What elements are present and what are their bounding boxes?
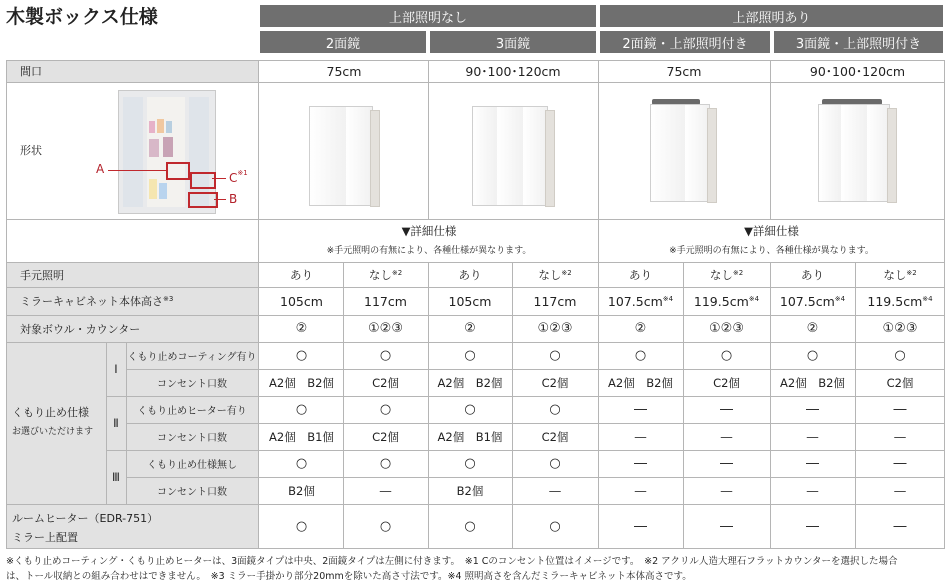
cell-bowl-col1: ②: [295, 321, 308, 336]
cell-hand-light-col6: なし $^{※2}$: [709, 267, 744, 282]
note-mark: ※2: [391, 268, 403, 277]
cell-height-col1: 105cm: [280, 293, 323, 309]
cabinet-2mirror-light: [650, 104, 710, 202]
cell-heater-antifog-col2: ○: [379, 402, 392, 417]
cell-no-antifog-col1: ○: [295, 456, 308, 471]
cell-outlets-1-col8: C2個: [886, 375, 914, 390]
cell-outlets-3-col8: ―: [894, 483, 906, 498]
row-label-bowl: 対象ボウル・カウンター: [20, 322, 141, 336]
roman-1: Ⅰ: [114, 362, 118, 376]
note-mark: ※2: [732, 268, 744, 277]
antifog-row-coating: くもり止めコーティング有り: [127, 352, 257, 363]
cell-heater-antifog-col1: ○: [295, 402, 308, 417]
note1-mark: ※1: [237, 169, 248, 177]
cell-outlets-3-col5: ―: [634, 483, 647, 498]
antifog-row-outlets-1: コンセント口数: [157, 379, 227, 390]
detail-label-2: ▼詳細仕様: [744, 224, 799, 238]
heater-title: ルームヒーター（EDR-751）: [12, 512, 159, 525]
callout-label-b: B: [229, 192, 238, 206]
row-label-width: 間口: [20, 65, 42, 78]
note-mark: ※4: [748, 295, 760, 303]
callout-box-b: [188, 192, 218, 208]
cell-outlets-2-col4: C2個: [541, 429, 569, 444]
row-label-height: ミラーキャビネット本体高さ $^{※3}$: [20, 295, 174, 308]
sub-header-3mirror-light: 3面鏡・上部照明付き: [774, 31, 943, 53]
cell-coating-col5: ○: [634, 348, 647, 363]
cell-outlets-3-col7: ―: [806, 483, 819, 498]
cell-outlets-1-col2: C2個: [372, 375, 399, 390]
cell-outlets-1-col7: A2個 B2個: [780, 375, 845, 390]
cell-heater-antifog-col6: ―: [720, 402, 733, 417]
cell-hand-light-col3: あり: [458, 267, 482, 282]
cell-hand-light-col4: なし $^{※2}$: [538, 267, 572, 282]
cell-room-heater-col7: ―: [806, 518, 819, 534]
detail-note-2: ※手元照明の有無により、各種仕様が異なります。: [669, 246, 874, 256]
cell-outlets-3-col2: ―: [379, 483, 392, 498]
cell-heater-antifog-col4: ○: [549, 402, 561, 417]
detail-label-1: ▼詳細仕様: [401, 224, 457, 238]
width-2mirror: 75cm: [326, 63, 362, 79]
cabinet-3mirror: [472, 106, 548, 206]
cell-height-col8: 119.5cm $^{※4}$: [867, 293, 933, 309]
antifog-row-none: くもり止め仕様無し: [147, 460, 237, 471]
roman-3: Ⅲ: [112, 470, 120, 484]
cell-bowl-col8: ①②③: [882, 321, 918, 336]
cell-outlets-1-col6: C2個: [713, 375, 740, 390]
cell-no-antifog-col7: ―: [806, 456, 819, 471]
roman-2: Ⅱ: [113, 416, 119, 430]
cell-heater-antifog-col5: ―: [634, 402, 647, 417]
cell-coating-col2: ○: [379, 348, 392, 363]
cell-hand-light-col8: なし $^{※2}$: [883, 267, 917, 282]
detail-spec-no-light: [260, 223, 598, 256]
cell-bowl-col6: ①②③: [709, 321, 744, 336]
cabinet-3mirror-light: [818, 104, 890, 202]
cell-coating-col6: ○: [720, 348, 733, 363]
cell-hand-light-col5: あり: [629, 267, 652, 282]
cell-outlets-2-col3: A2個 B1個: [437, 429, 503, 444]
detail-spec-with-light: [598, 223, 945, 256]
cell-room-heater-col5: ―: [634, 518, 647, 534]
cell-bowl-col5: ②: [634, 321, 647, 336]
cell-room-heater-col2: ○: [379, 518, 392, 534]
cell-outlets-3-col3: B2個: [456, 483, 484, 498]
antifog-row-outlets-2: コンセント口数: [157, 433, 227, 444]
cell-no-antifog-col5: ―: [634, 456, 647, 471]
width-3mirror-light: 90･100･120cm: [809, 64, 906, 79]
footnote-line-1: ※くもり止めコーティング・くもり止めヒーターは、3面鏡タイプは中央、2面鏡タイプは左側に付きます。 ※1 Cのコンセント位置はイメージです。 ※2 アクリル人造大理石フラットカウンターを選択した場合: [6, 556, 898, 567]
row-label-heater: [12, 510, 252, 545]
cell-hand-light-col7: あり: [801, 267, 824, 282]
cell-room-heater-col1: ○: [295, 518, 308, 534]
cell-outlets-2-col6: ―: [720, 429, 733, 444]
cell-room-heater-col3: ○: [464, 518, 476, 534]
cell-coating-col8: ○: [894, 348, 906, 363]
cell-outlets-2-col2: C2個: [372, 429, 399, 444]
cell-outlets-2-col1: A2個 B1個: [269, 429, 334, 444]
row-label-antifog: [12, 404, 108, 437]
cell-bowl-col7: ②: [806, 321, 819, 336]
cell-outlets-3-col1: B2個: [288, 483, 315, 498]
cell-coating-col4: ○: [549, 348, 561, 363]
cell-hand-light-col2: なし $^{※2}$: [368, 267, 403, 282]
callout-label-a: A: [96, 162, 105, 176]
cell-outlets-1-col4: C2個: [541, 375, 569, 390]
footnote-line-2: は、トール収納との組み合わせはできません。 ※3 ミラー手掛かり部分20mmを除いた高さ寸法です。※4 照明高さを含んだミラーキャビネット本体高さです。: [6, 571, 692, 582]
cell-no-antifog-col6: ―: [720, 456, 733, 471]
cell-heater-antifog-col8: ―: [893, 402, 907, 417]
cell-heater-antifog-col3: ○: [464, 402, 476, 417]
cell-outlets-1-col3: A2個 B2個: [437, 375, 503, 390]
cell-room-heater-col4: ○: [549, 518, 561, 534]
cell-no-antifog-col2: ○: [379, 456, 392, 471]
detail-note-1: ※手元照明の有無により、各種仕様が異なります。: [326, 246, 532, 256]
width-3mirror: 90･100･120cm: [465, 64, 561, 79]
note-mark: ※4: [834, 295, 846, 303]
callout-box-a: [166, 162, 190, 180]
sub-header-2mirror-light: 2面鏡・上部照明付き: [600, 31, 770, 53]
cell-coating-col7: ○: [806, 348, 819, 363]
cell-no-antifog-col8: ―: [893, 456, 907, 471]
footnotes: [6, 554, 944, 584]
antifog-subtitle: お選びいただけます: [12, 427, 94, 437]
cell-no-antifog-col3: ○: [464, 456, 476, 471]
antifog-row-heater: くもり止めヒーター有り: [137, 406, 247, 417]
note3-mark: ※3: [163, 295, 174, 303]
cell-height-col2: 117cm: [364, 293, 407, 309]
sub-header-2mirror: 2面鏡: [260, 31, 426, 53]
cell-height-col4: 117cm: [533, 293, 577, 309]
cell-outlets-3-col6: ―: [720, 483, 733, 498]
row-label-shape: 形状: [20, 144, 42, 157]
cell-outlets-3-col4: ―: [549, 483, 561, 498]
heater-subtitle: ミラー上配置: [12, 531, 78, 544]
width-2mirror-light: 75cm: [666, 63, 702, 79]
cell-height-col3: 105cm: [448, 293, 492, 309]
cell-heater-antifog-col7: ―: [806, 402, 819, 417]
note-mark: ※2: [906, 268, 917, 277]
cell-room-heater-col8: ―: [893, 518, 907, 534]
cabinet-2mirror: [309, 106, 373, 206]
cell-coating-col3: ○: [464, 348, 476, 363]
antifog-row-outlets-3: コンセント口数: [157, 487, 227, 498]
cell-outlets-2-col5: ―: [634, 429, 647, 444]
group-header-no-light: 上部照明なし: [260, 5, 596, 27]
cell-height-col6: 119.5cm $^{※4}$: [693, 293, 760, 309]
cell-bowl-col3: ②: [464, 321, 476, 336]
cell-height-col7: 107.5cm $^{※4}$: [779, 293, 846, 309]
cell-bowl-col2: ①②③: [368, 321, 403, 336]
cell-bowl-col4: ①②③: [537, 321, 573, 336]
note-mark: ※4: [662, 295, 674, 303]
cell-outlets-2-col8: ―: [894, 429, 906, 444]
row-label-hand-light: 手元照明: [20, 268, 64, 282]
cell-outlets-1-col5: A2個 B2個: [608, 375, 673, 390]
cell-room-heater-col6: ―: [720, 518, 733, 534]
note-mark: ※4: [922, 295, 933, 303]
cell-outlets-2-col7: ―: [806, 429, 819, 444]
cell-no-antifog-col4: ○: [549, 456, 561, 471]
callout-label-c: $C^{※1}$: [229, 169, 248, 185]
cell-hand-light-col1: あり: [290, 267, 313, 282]
note-mark: ※2: [561, 268, 572, 277]
sub-header-3mirror: 3面鏡: [430, 31, 596, 53]
cell-outlets-1-col1: A2個 B2個: [269, 375, 334, 390]
callout-box-c: [190, 172, 216, 189]
group-header-with-light: 上部照明あり: [600, 5, 943, 27]
cell-height-col5: 107.5cm $^{※4}$: [607, 293, 674, 309]
cell-coating-col1: ○: [295, 348, 308, 363]
page-title: 木製ボックス仕様: [6, 6, 158, 28]
antifog-title: くもり止め仕様: [12, 406, 89, 419]
